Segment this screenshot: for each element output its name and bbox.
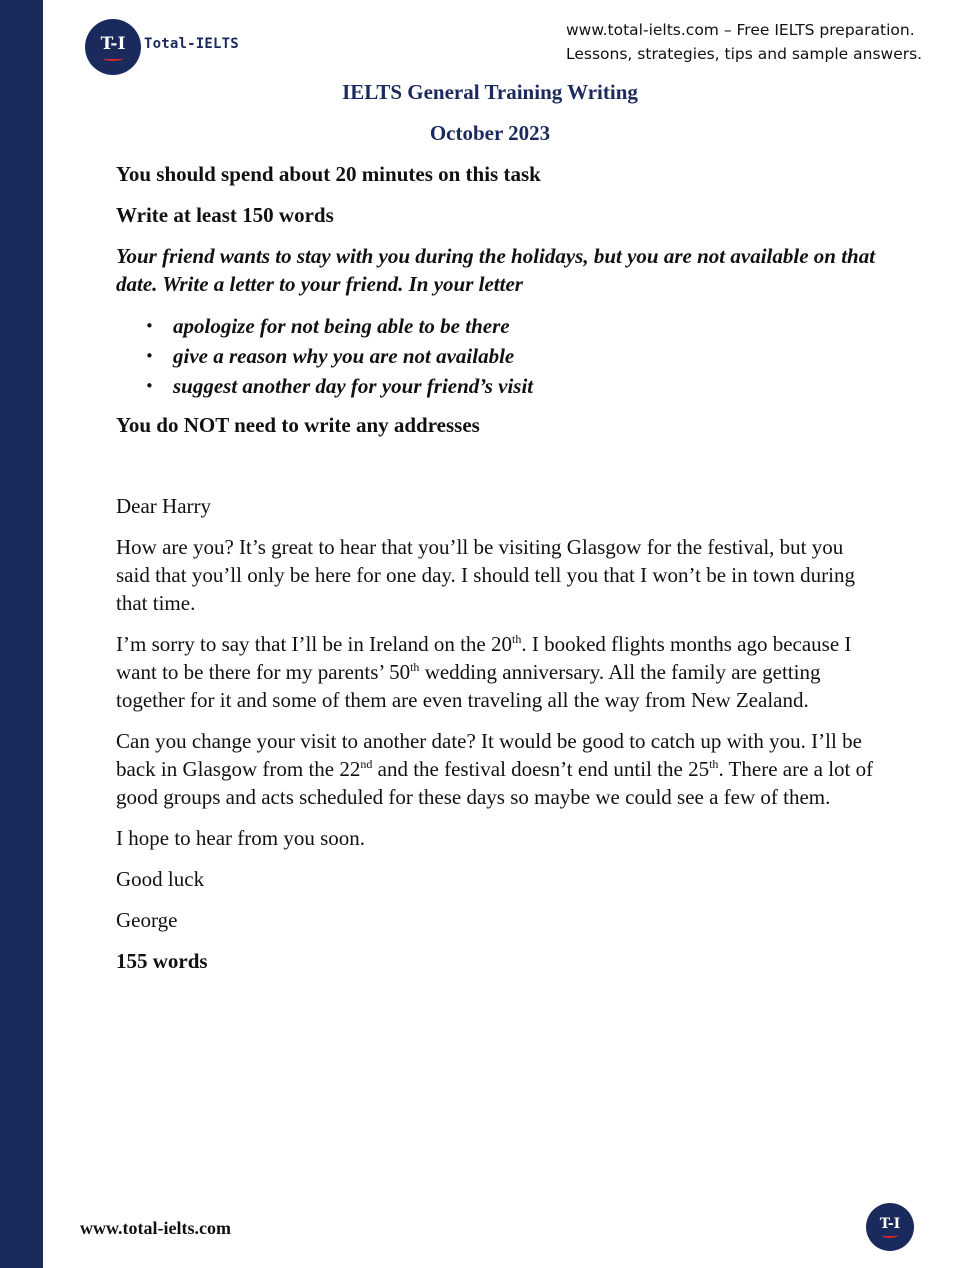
brand-logo — [85, 19, 141, 75]
footer-logo-mark: T-I — [879, 1216, 901, 1232]
footer-url: www.total-ielts.com — [80, 1218, 231, 1238]
letter-paragraph-2: I’m sorry to say that I’ll be in Ireland on the 20th. I booked flights months ago because I want to be there for my parents’ 50th wedding anniversary. All the family are getting together for it and some of them are even traveling all the way from New Zealand. — [116, 632, 852, 712]
task-addresses: You do NOT need to write any addresses — [116, 413, 480, 437]
list-item: • give a reason why you are not available — [116, 341, 876, 371]
footer-logo — [866, 1203, 914, 1251]
word-count: 155 words — [116, 949, 208, 973]
header-tagline — [566, 18, 946, 66]
doc-date: October 2023 — [429, 121, 551, 145]
letter-greeting: Dear Harry — [116, 494, 212, 518]
task-prompt: Your friend wants to stay with you during the holidays, but you are not available on that date. Write a letter to your friend. In your letter — [116, 244, 876, 296]
footer-swoosh-icon — [882, 1233, 898, 1238]
letter-signature: George — [116, 908, 178, 932]
doc-title: IELTS General Training Writing — [342, 80, 638, 104]
tagline-line2: Lessons, strategies, tips and sample answers. — [566, 45, 923, 63]
list-item: • apologize for not being able to be there — [116, 311, 876, 341]
tagline-line1: www.total-ielts.com – Free IELTS preparation. — [566, 21, 915, 39]
logo-swoosh-icon — [103, 56, 123, 61]
bullet-icon: • — [145, 317, 154, 335]
letter-closing: Good luck — [116, 867, 205, 891]
side-bar — [0, 0, 43, 1268]
letter-paragraph-3: Can you change your visit to another date? It would be good to catch up with you. I’ll be back in Glasgow from the 22nd and the festival doesn’t end until the 25th. There are a lot of good groups and acts scheduled for these days so maybe we could see a few of them. — [116, 729, 874, 809]
task-words: Write at least 150 words — [116, 203, 334, 227]
letter-body — [116, 492, 876, 975]
task-time: You should spend about 20 minutes on this task — [116, 162, 541, 186]
logo-mark: T-I — [100, 33, 126, 54]
letter-paragraph-4: I hope to hear from you soon. — [116, 826, 366, 850]
list-item: • suggest another day for your friend’s visit — [116, 371, 876, 401]
task-block — [116, 160, 876, 439]
brand-name: Total-IELTS — [144, 36, 239, 52]
bullet-icon: • — [145, 377, 154, 395]
letter-paragraph-1: How are you? It’s great to hear that you’ll be visiting Glasgow for the festival, but you said that you’ll only be here for one day. I should tell you that I won’t be in town during that time. — [116, 535, 855, 615]
task-bullets — [116, 311, 876, 401]
bullet-icon: • — [145, 347, 154, 365]
